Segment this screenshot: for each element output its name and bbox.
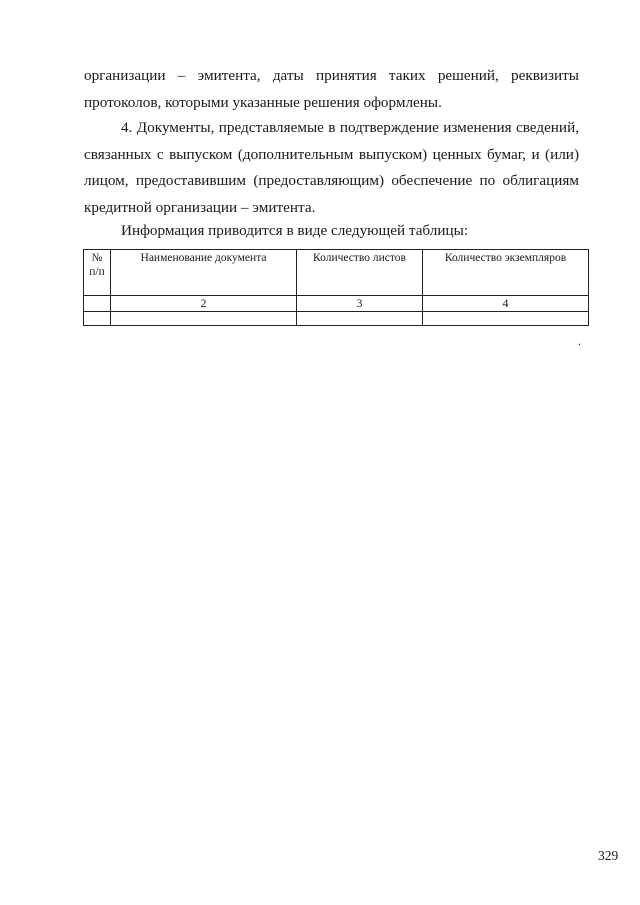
documents-table (83, 249, 589, 326)
paragraph-item-4 (84, 115, 579, 221)
table-column-number-row (84, 296, 589, 312)
header-cell-document-name: Наименование документа (111, 250, 297, 296)
header-cell-number: № п/п (84, 250, 111, 296)
table-cell (423, 312, 589, 326)
table-intro-text: Информация приводится в виде следующей таблицы: (121, 222, 469, 239)
table-cell: 4 (423, 296, 589, 312)
text-line: 4. Документы, представляемые в подтверждение изменения сведений, (121, 119, 579, 136)
table-row (84, 312, 589, 326)
text-line: протоколов, которыми указанные решения оформлены. (84, 93, 442, 111)
text-line: кредитной организации – эмитента. (84, 198, 316, 216)
table-cell: 2 (111, 296, 297, 312)
table-header-row (84, 250, 589, 296)
text-line: связанных с выпуском (дополнительным выпуском) ценных бумаг, и (или) (84, 145, 579, 163)
header-cell-copy-count: Количество экземпляров (423, 250, 589, 296)
table-cell (84, 296, 111, 312)
text-line: лицом, предоставившим (предоставляющим) обеспечение по облигациям (84, 172, 579, 189)
table-cell (297, 312, 423, 326)
paragraph-continuation (84, 63, 579, 116)
header-cell-sheet-count: Количество листов (297, 250, 423, 296)
table-cell (111, 312, 297, 326)
text-line: организации – эмитента, даты принятия таких решений, реквизиты (84, 67, 579, 84)
table-cell: 3 (297, 296, 423, 312)
stray-mark: . (578, 334, 581, 348)
page-number: 329 (598, 848, 619, 863)
table-cell (84, 312, 111, 326)
